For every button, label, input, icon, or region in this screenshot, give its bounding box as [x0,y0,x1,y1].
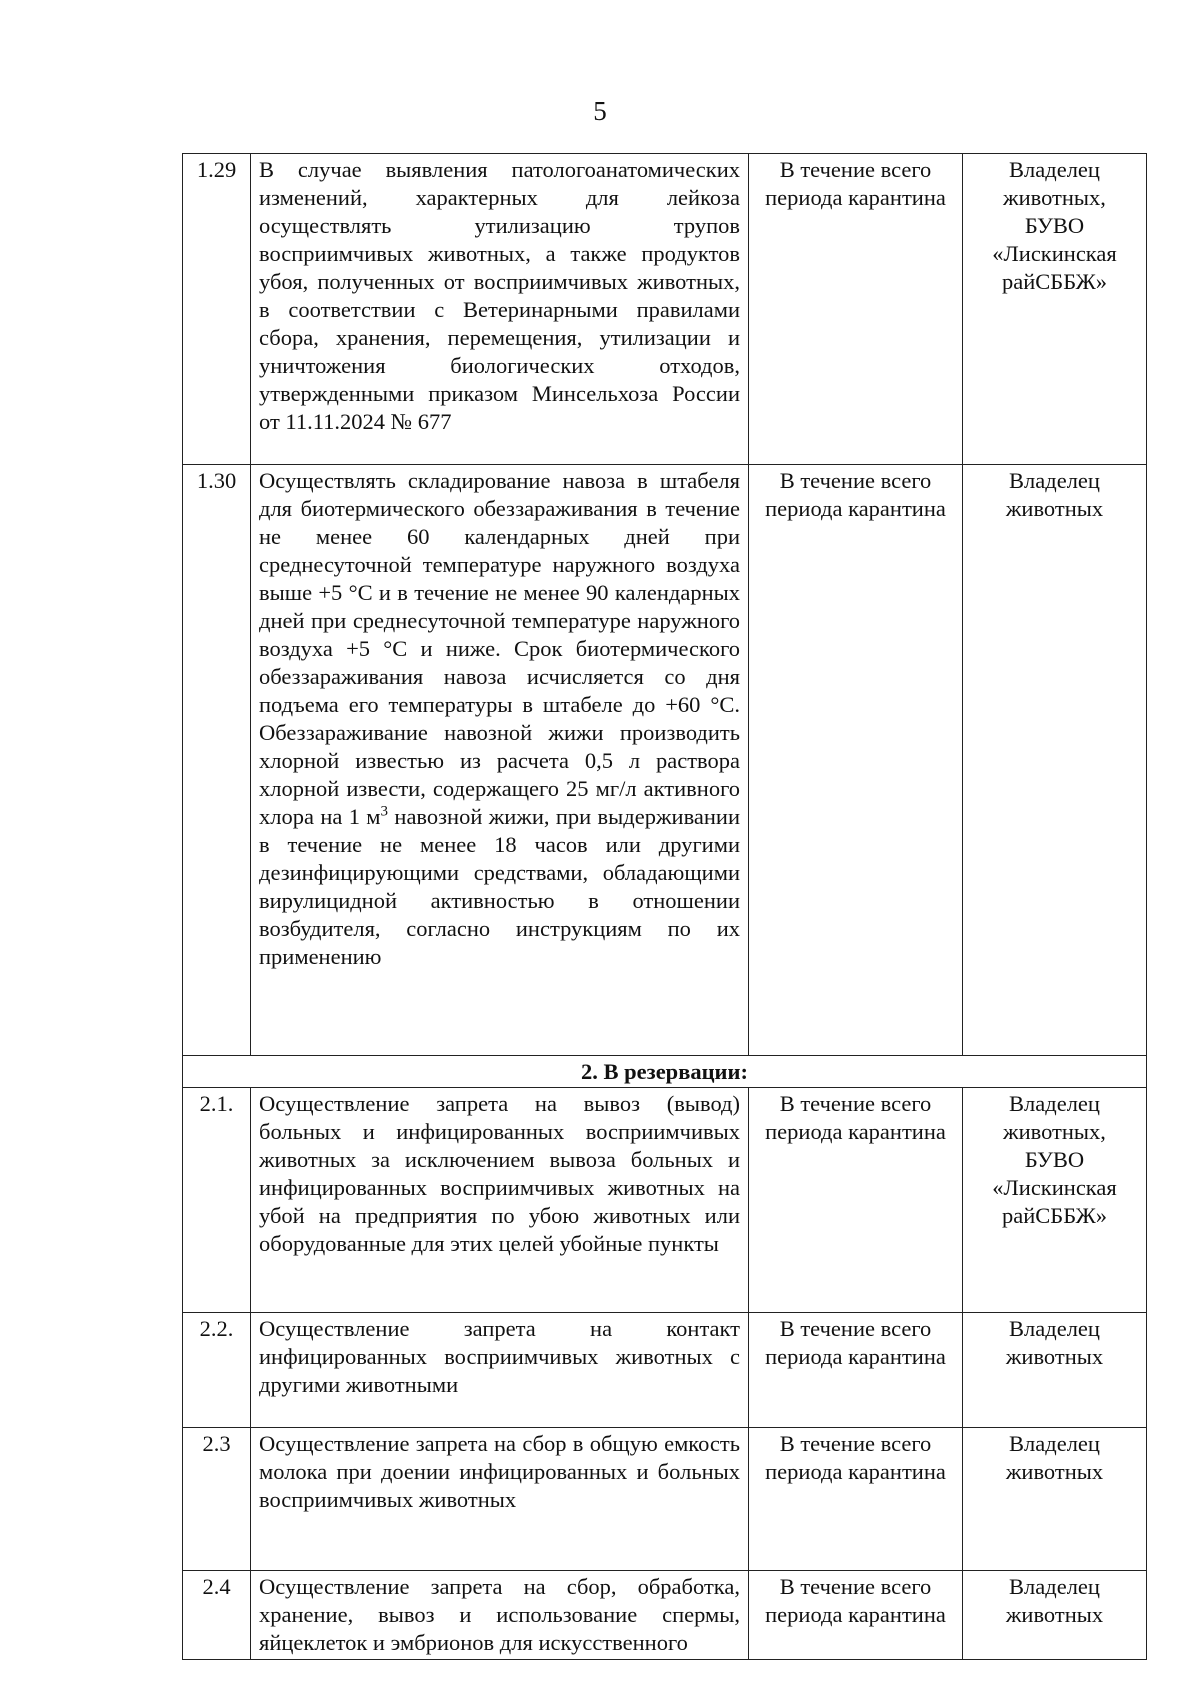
term-text: В течение всего периода карантина [749,1088,963,1313]
measure-text-part: Осуществлять складирование навоза в штабеля для биотермического обеззараживания в течение не менее 60 календарных дней при среднесуточной температуре наружного воздуха выше +5 °С и в течение не менее 90 календарных дней при среднесуточной температуре наружного воздуха +5 °С и ниже. Срок биотермического обеззараживания навоза исчисляется со дня подъема его температуры в штабеле до +60 °С. Обеззараживание навозной жижи производить хлорной известью из расчета 0,5 л раствора хлорной извести, содержащего 25 мг/л активного хлора на 1 м [259,468,740,829]
table-row [183,465,1147,1056]
table-row [183,1428,1147,1571]
measure-text: Осуществление запрета на сбор в общую емкость молока при доении инфицированных и больных восприимчивых животных [251,1428,749,1571]
table-row [183,154,1147,465]
measure-text: Осуществление запрета на контакт инфицированных восприимчивых животных с другими животными [251,1313,749,1428]
page-number: 5 [593,96,607,126]
measure-text-part: навозной жижи, при выдерживании в течение не менее 18 часов или другими дезинфицирующими средствами, обладающими вирулицидной активностью в отношении возбудителя, согласно инструкциям по их применению [259,804,741,969]
term-text: В течение всего периода карантина [749,1313,963,1428]
responsible-text: Владелец животных, БУВО «Лискинская райСББЖ» [963,154,1147,465]
responsible-text: Владелец животных [963,465,1147,1056]
term-text: В течение всего периода карантина [749,154,963,465]
responsible-text: Владелец животных [963,1428,1147,1571]
section-heading: 2. В резервации: [183,1056,1147,1088]
responsible-text: Владелец животных [963,1571,1147,1660]
row-number: 2.2. [183,1313,251,1428]
row-number: 2.3 [183,1428,251,1571]
row-number: 2.4 [183,1571,251,1660]
responsible-text: Владелец животных, БУВО «Лискинская райСББЖ» [963,1088,1147,1313]
term-text: В течение всего периода карантина [749,1428,963,1571]
measure-text: В случае выявления патологоанатомических изменений, характерных для лейкоза осуществлять утилизацию трупов восприимчивых животных, а также продуктов убоя, полученных от восприимчивых животных, в соответствии с Ветеринарными правилами сбора, хранения, перемещения, утилизации и уничтожения биологических отходов, утвержденными приказом Минсельхоза России от 11.11.2024 № 677 [251,154,749,465]
measure-text [251,465,749,1056]
row-number: 2.1. [183,1088,251,1313]
measure-text: Осуществление запрета на вывоз (вывод) больных и инфицированных восприимчивых животных за исключением вывоза больных и инфицированных восприимчивых животных на убой на предприятия по убою животных или оборудованные для этих целей убойные пункты [251,1088,749,1313]
term-text: В течение всего периода карантина [749,1571,963,1660]
table-row [183,1571,1147,1660]
table-row [183,1313,1147,1428]
term-text: В течение всего периода карантина [749,465,963,1056]
section-row [183,1056,1147,1088]
row-number: 1.30 [183,465,251,1056]
responsible-text: Владелец животных [963,1313,1147,1428]
measure-text: Осуществление запрета на сбор, обработка, хранение, вывоз и использование спермы, яйцеклеток и эмбрионов для искусственного [251,1571,749,1660]
measures-table [182,153,1147,1660]
table-row [183,1088,1147,1313]
row-number: 1.29 [183,154,251,465]
superscript: 3 [380,803,389,820]
